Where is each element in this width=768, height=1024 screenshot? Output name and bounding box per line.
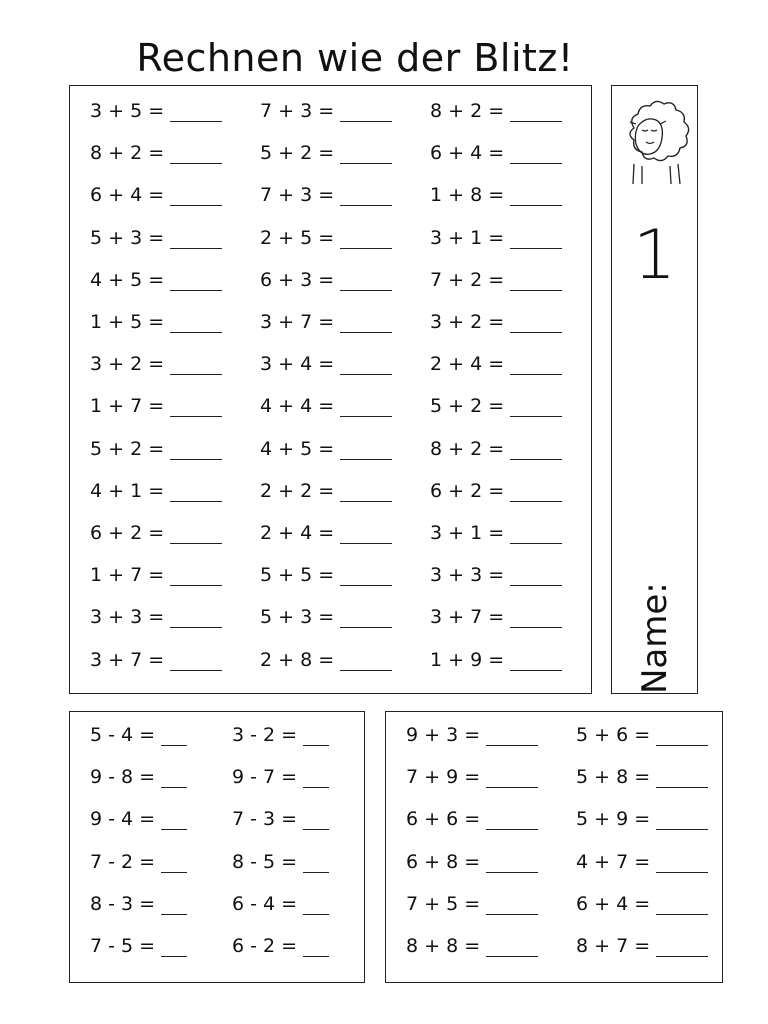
problem-expression: 5 + 2 = (90, 437, 165, 460)
math-problem (430, 142, 562, 164)
problem-expression: 8 + 8 = (406, 935, 481, 957)
problem-expression: 9 + 3 = (406, 724, 481, 746)
math-problem (430, 480, 562, 502)
problem-expression: 6 + 4 = (90, 184, 165, 207)
problem-expression: 4 + 7 = (576, 850, 651, 873)
math-problem (90, 808, 187, 830)
problem-expression: 1 + 7 = (90, 564, 165, 587)
problem-expression: 2 + 5 = (260, 226, 335, 249)
math-problem (90, 606, 222, 628)
problem-expression: 8 + 7 = (576, 935, 651, 957)
answer-blank[interactable] (510, 314, 562, 333)
answer-blank[interactable] (510, 230, 562, 249)
problem-expression: 4 + 5 = (260, 437, 335, 460)
problem-expression: 1 + 8 = (430, 184, 505, 207)
answer-blank[interactable] (161, 811, 187, 830)
math-problem (90, 353, 222, 375)
math-problem (260, 353, 392, 375)
problem-expression: 7 + 3 = (260, 100, 335, 122)
math-problem (260, 184, 392, 206)
problem-expression: 3 + 7 = (90, 648, 165, 671)
problem-expression: 1 + 9 = (430, 648, 505, 671)
answer-blank[interactable] (303, 854, 329, 873)
problem-expression: 8 - 3 = (90, 892, 156, 915)
answer-blank[interactable] (170, 483, 222, 502)
answer-blank[interactable] (303, 896, 329, 915)
problem-expression: 5 + 6 = (576, 724, 651, 746)
math-problem (576, 766, 708, 788)
problem-expression: 2 + 8 = (260, 648, 335, 671)
problem-expression: 5 + 9 = (576, 808, 651, 831)
math-problem (430, 311, 562, 333)
math-problem (90, 766, 187, 788)
sheep-icon (620, 98, 692, 198)
math-problem (430, 606, 562, 628)
math-problem (430, 100, 562, 122)
problem-expression: 6 + 2 = (430, 479, 505, 502)
math-problem (260, 522, 392, 544)
answer-blank[interactable] (340, 398, 392, 417)
answer-blank[interactable] (170, 567, 222, 586)
answer-blank[interactable] (340, 145, 392, 164)
answer-blank[interactable] (303, 769, 329, 788)
problem-expression: 7 - 5 = (90, 935, 156, 957)
problem-expression: 6 + 3 = (260, 268, 335, 291)
problem-expression: 1 + 5 = (90, 311, 165, 333)
answer-blank[interactable] (510, 483, 562, 502)
answer-blank[interactable] (161, 769, 187, 788)
problem-expression: 6 + 8 = (406, 850, 481, 873)
problem-expression: 6 - 2 = (232, 935, 298, 957)
answer-blank[interactable] (161, 854, 187, 873)
problem-expression: 3 + 7 = (430, 606, 505, 629)
problem-expression: 4 + 5 = (90, 268, 165, 291)
math-problem (90, 935, 187, 957)
problem-expression: 3 + 3 = (430, 564, 505, 587)
problem-expression: 9 - 7 = (232, 766, 298, 789)
answer-blank[interactable] (656, 727, 708, 746)
problem-expression: 2 + 4 = (260, 522, 335, 544)
math-problem (232, 724, 329, 746)
problem-expression: 3 + 5 = (90, 100, 165, 122)
math-problem (576, 935, 708, 957)
problem-expression: 5 + 2 = (260, 142, 335, 165)
math-problem (90, 142, 222, 164)
problem-expression: 3 + 2 = (430, 311, 505, 333)
answer-blank[interactable] (486, 727, 538, 746)
answer-blank[interactable] (170, 272, 222, 291)
answer-blank[interactable] (340, 187, 392, 206)
main-exercise-box (69, 85, 592, 694)
answer-blank[interactable] (656, 896, 708, 915)
answer-blank[interactable] (510, 103, 562, 122)
problem-expression: 5 + 3 = (260, 606, 335, 629)
answer-blank[interactable] (340, 272, 392, 291)
problem-expression: 5 + 3 = (90, 226, 165, 249)
problem-expression: 7 + 5 = (406, 892, 481, 915)
math-problem (430, 438, 562, 460)
math-problem (90, 851, 187, 873)
answer-blank[interactable] (486, 854, 538, 873)
problem-expression: 2 + 2 = (260, 479, 335, 502)
answer-blank[interactable] (656, 938, 708, 957)
answer-blank[interactable] (510, 441, 562, 460)
problem-expression: 9 - 4 = (90, 808, 156, 831)
answer-blank[interactable] (510, 145, 562, 164)
answer-blank[interactable] (510, 567, 562, 586)
problem-expression: 3 + 7 = (260, 311, 335, 333)
answer-blank[interactable] (656, 811, 708, 830)
math-problem (430, 522, 562, 544)
problem-expression: 1 + 7 = (90, 395, 165, 418)
answer-blank[interactable] (486, 896, 538, 915)
math-problem (90, 269, 222, 291)
answer-blank[interactable] (510, 272, 562, 291)
answer-blank[interactable] (170, 525, 222, 544)
math-problem (260, 438, 392, 460)
math-problem (260, 606, 392, 628)
math-problem (90, 438, 222, 460)
math-problem (232, 766, 329, 788)
math-problem (406, 766, 538, 788)
answer-blank[interactable] (340, 441, 392, 460)
math-problem (90, 227, 222, 249)
problem-expression: 6 + 6 = (406, 808, 481, 831)
answer-blank[interactable] (340, 314, 392, 333)
answer-blank[interactable] (161, 727, 187, 746)
math-problem (90, 649, 222, 671)
answer-blank[interactable] (340, 103, 392, 122)
math-problem (90, 395, 222, 417)
problem-expression: 7 + 9 = (406, 766, 481, 789)
problem-expression: 6 + 4 = (430, 142, 505, 165)
answer-blank[interactable] (340, 230, 392, 249)
math-problem (90, 522, 222, 544)
math-problem (406, 851, 538, 873)
math-problem (430, 564, 562, 586)
math-problem (90, 311, 222, 333)
answer-blank[interactable] (340, 356, 392, 375)
math-problem (430, 649, 562, 671)
math-problem (260, 142, 392, 164)
problem-expression: 7 - 3 = (232, 808, 298, 831)
math-problem (576, 724, 708, 746)
math-problem (406, 808, 538, 830)
answer-blank[interactable] (170, 441, 222, 460)
math-problem (260, 480, 392, 502)
problem-expression: 7 + 2 = (430, 268, 505, 291)
answer-blank[interactable] (510, 525, 562, 544)
math-problem (232, 808, 329, 830)
answer-blank[interactable] (303, 811, 329, 830)
answer-blank[interactable] (303, 727, 329, 746)
math-problem (406, 893, 538, 915)
answer-blank[interactable] (656, 854, 708, 873)
answer-blank[interactable] (170, 652, 222, 671)
answer-blank[interactable] (510, 652, 562, 671)
problem-expression: 7 - 2 = (90, 850, 156, 873)
math-problem (260, 227, 392, 249)
math-problem (576, 808, 708, 830)
problem-expression: 9 - 8 = (90, 766, 156, 789)
answer-blank[interactable] (340, 609, 392, 628)
answer-blank[interactable] (303, 938, 329, 957)
problem-expression: 3 + 2 = (90, 353, 165, 376)
math-problem (90, 893, 187, 915)
answer-blank[interactable] (510, 187, 562, 206)
math-problem (430, 395, 562, 417)
math-problem (232, 851, 329, 873)
math-problem (90, 724, 187, 746)
answer-blank[interactable] (486, 769, 538, 788)
problem-expression: 2 + 4 = (430, 353, 505, 376)
math-problem (430, 353, 562, 375)
answer-blank[interactable] (170, 609, 222, 628)
answer-blank[interactable] (486, 811, 538, 830)
math-problem (260, 395, 392, 417)
name-label: Name: (635, 582, 675, 694)
answer-blank[interactable] (170, 145, 222, 164)
answer-blank[interactable] (340, 652, 392, 671)
math-problem (90, 184, 222, 206)
answer-blank[interactable] (161, 938, 187, 957)
side-panel (611, 85, 698, 694)
math-problem (260, 269, 392, 291)
math-problem (260, 100, 392, 122)
problem-expression: 6 + 4 = (576, 892, 651, 915)
problem-expression: 8 + 2 = (430, 100, 505, 122)
math-problem (260, 564, 392, 586)
problem-expression: 5 + 2 = (430, 395, 505, 418)
answer-blank[interactable] (170, 314, 222, 333)
addition-box (385, 711, 723, 983)
answer-blank[interactable] (170, 230, 222, 249)
answer-blank[interactable] (170, 103, 222, 122)
problem-expression: 6 - 4 = (232, 892, 298, 915)
answer-blank[interactable] (510, 398, 562, 417)
math-problem (90, 480, 222, 502)
problem-expression: 8 + 2 = (430, 437, 505, 460)
answer-blank[interactable] (170, 398, 222, 417)
problem-expression: 3 - 2 = (232, 724, 298, 746)
problem-expression: 8 - 5 = (232, 850, 298, 873)
problem-expression: 3 + 3 = (90, 606, 165, 629)
answer-blank[interactable] (340, 525, 392, 544)
math-problem (232, 893, 329, 915)
answer-blank[interactable] (510, 609, 562, 628)
math-problem (260, 649, 392, 671)
answer-blank[interactable] (340, 567, 392, 586)
problem-expression: 5 + 5 = (260, 564, 335, 587)
answer-blank[interactable] (510, 356, 562, 375)
problem-expression: 3 + 1 = (430, 522, 505, 544)
problem-expression: 6 + 2 = (90, 522, 165, 544)
math-problem (406, 724, 538, 746)
problem-expression: 3 + 1 = (430, 226, 505, 249)
math-problem (430, 184, 562, 206)
answer-blank[interactable] (340, 483, 392, 502)
problem-expression: 5 - 4 = (90, 724, 156, 746)
problem-expression: 4 + 4 = (260, 395, 335, 418)
sheet-number: 1 (632, 216, 677, 295)
math-problem (576, 893, 708, 915)
worksheet-title: Rechnen wie der Blitz! (136, 36, 574, 80)
math-problem (232, 935, 329, 957)
answer-blank[interactable] (161, 896, 187, 915)
math-problem (576, 851, 708, 873)
problem-expression: 3 + 4 = (260, 353, 335, 376)
math-problem (430, 269, 562, 291)
math-problem (90, 100, 222, 122)
problem-expression: 8 + 2 = (90, 142, 165, 165)
problem-expression: 5 + 8 = (576, 766, 651, 789)
math-problem (260, 311, 392, 333)
math-problem (406, 935, 538, 957)
answer-blank[interactable] (170, 187, 222, 206)
subtraction-box (69, 711, 365, 983)
math-problem (430, 227, 562, 249)
problem-expression: 4 + 1 = (90, 479, 165, 502)
problem-expression: 7 + 3 = (260, 184, 335, 207)
answer-blank[interactable] (170, 356, 222, 375)
answer-blank[interactable] (486, 938, 538, 957)
math-problem (90, 564, 222, 586)
answer-blank[interactable] (656, 769, 708, 788)
